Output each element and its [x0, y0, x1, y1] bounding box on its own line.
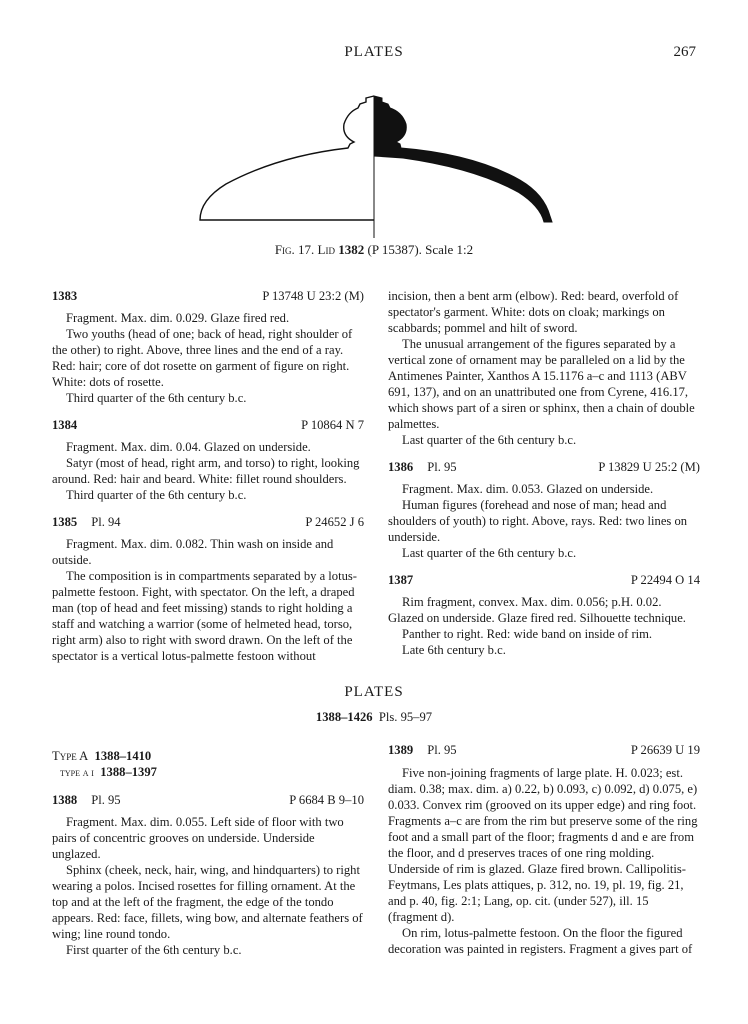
entry-1387: 1387 P 22494 O 14 Rim fragment, convex. Max. dim. 0.056; p.H. 0.02. Glazed on underside. Glaze fired red. Silhouette technique. Panther to right. Red: wide band on inside of rim. Late 6th century b.c.: [388, 573, 700, 657]
subtype-heading: type a i 1388–1397: [60, 765, 157, 779]
entry-1389: 1389 Pl. 95 P 26639 U 19 Five non-joining fragments of large plate. H. 0.023; est. diam. 0.38; max. dim. a) 0.22, b) 0.093, c) 0.092, d) 0.075, e) 0.033. Convex rim (grooved on its upper edge) and ring foot. Fragments a–c are from the rim but preserve some of the ring foot and a small part of the floor; fragments d and e are from the floor, and d preserves traces of one ring molding. Underside of rim is glazed. Glaze fired brown. Callipolitis-Feytmans, Les plats attiques, p. 312, no. 19, pl. 19, fig. 21, and p. 40, fig. 2:1; Lang, op. cit. (under 527), ill. 15 (fragment d). On rim, lotus-palmette festoon. On the floor the figured decoration was painted in registers. Fragment a gives part of: [388, 743, 700, 956]
lower-left-column: [52, 748, 364, 958]
type-heading: Type A 1388–1410: [52, 749, 152, 763]
left-column: [52, 288, 364, 664]
page-number: 267: [673, 44, 696, 60]
entry-1386: 1386 Pl. 95 P 13829 U 25:2 (M) Fragment. Max. dim. 0.053. Glazed on underside. Human figures (forehead and nose of man; head and shoulders of youth) to right. Above, rays. Red: two lines on underside. Last quarter of the 6th century b.c.: [388, 460, 700, 560]
right-column: incision, then a bent arm (elbow). Red: beard, overfold of spectator's garment. White: dots on cloak; markings on scabbards; pommel and hilt of sword. The unusual arrangement of the figures separated by a vertical zone of ornament may be paralleled on a lid by the Antimenes Painter, Xanthos A 15.1176 a–c and 1113 (ABV 691, 137), and on an unattributed one from Cyrene, 416.17, which shows part of a siren or sphinx, then a chain of double palmettes. Last quarter of the 6th century b.c. 1386 Pl. 95 P 13829 U 25:2 (M) Fragment. Max. dim. 0.053. Glazed on underside. Human figures (forehead and nose of man; head and shoulders of youth) to right. Above, rays. Red: two lines on underside. Last quarter of the 6th century b.c. 1387 P 22494 O 14 Rim fragment, convex. Max. dim. 0.056; p.H. 0.02. Glazed on underside. Glaze fired red. Silhouette technique. Panther to right. Red: wide band on inside of rim. Late 6th century b.c.: [388, 289, 700, 657]
running-head: PLATES: [344, 44, 404, 60]
lid-profile-drawing: [198, 88, 558, 238]
entry-1385: 1385 Pl. 94 P 24652 J 6 Fragment. Max. dim. 0.082. Thin wash on inside and outside. The composition is in compartments separated by a lotus-palmette festoon. Fight, with spectator. On the left, a draped man (top of head and feet missing) stands to right holding a staff and watching a warrior (some of helmeted head, torso, right arm) also to right with sword drawn. On the left of the spectator is a vertical lotus-palmette festoon without: [52, 515, 364, 663]
lower-right-column: [388, 742, 700, 957]
entry-1388: 1388 Pl. 95 P 6684 B 9–10 Fragment. Max. dim. 0.055. Left side of floor with two pairs of concentric grooves on underside. Underside unglazed. Sphinx (cheek, neck, hair, wing, and hindquarters) to right wearing a polos. Incised rosettes for filling ornament. At the top and at the left of the fragment, the edge of the tondo appears. Red: face, fillets, wing bow, and alternate feathers of wing; line round tondo. First quarter of the 6th century b.c.: [52, 793, 364, 957]
section-range: 1388–1426 Pls. 95–97: [315, 710, 433, 724]
entry-1383: 1383 P 13748 U 23:2 (M) Fragment. Max. dim. 0.029. Glaze fired red. Two youths (head of one; back of head, right shoulder of the other) to right. Above, three lines and the end of a ray. Red: hair; core of dot rosette on garment of figure on right. White: dots of rosette. Third quarter of the 6th century b.c.: [52, 289, 364, 405]
figure-caption: Fig. 17. Lid 1382 (P 15387). Scale 1:2: [274, 242, 474, 257]
section-title: PLATES: [344, 684, 404, 700]
entry-1384: 1384 P 10864 N 7 Fragment. Max. dim. 0.04. Glazed on underside. Satyr (most of head, right arm, and torso) to right, looking around. Red: hair and beard. White: fillet round shoulders. Third quarter of the 6th century b.c.: [52, 418, 364, 502]
